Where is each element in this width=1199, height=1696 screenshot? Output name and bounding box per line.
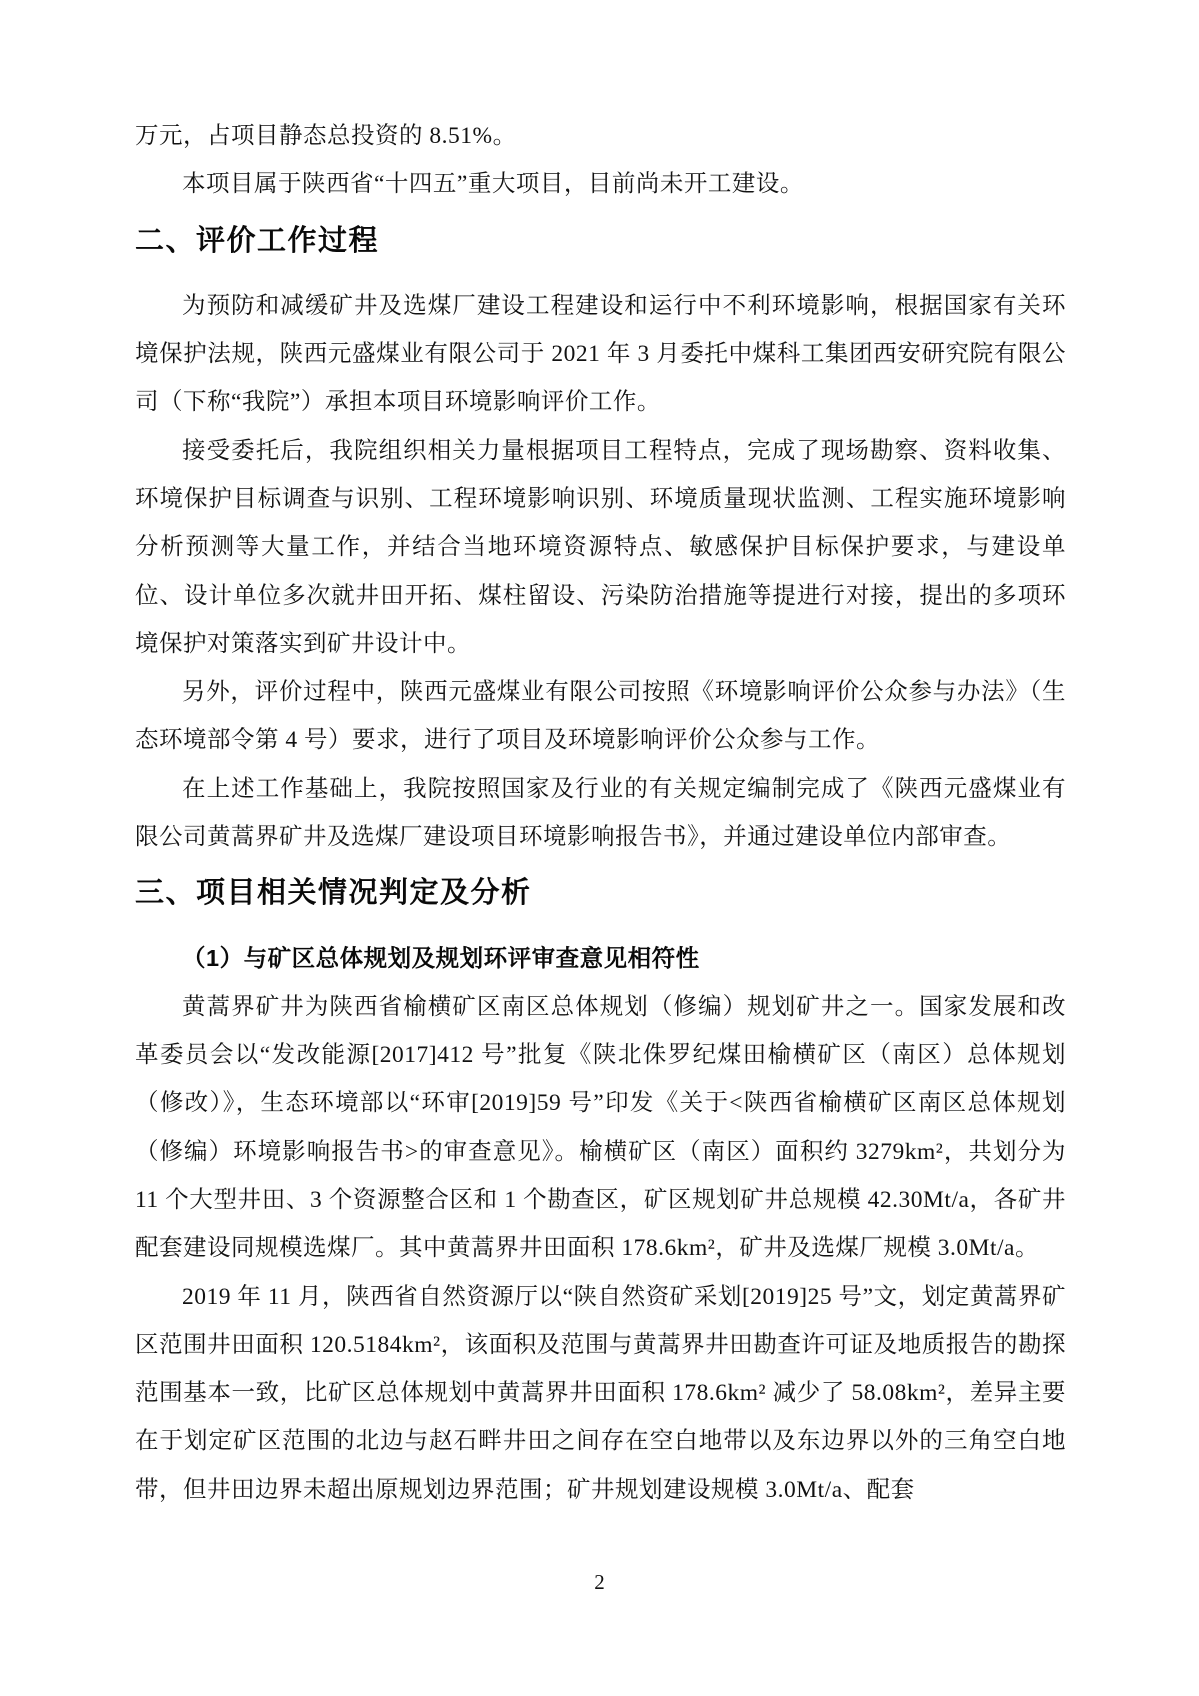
paragraph: 为预防和减缓矿井及选煤厂建设工程建设和运行中不利环境影响，根据国家有关环境保护法规，陕西元盛煤业有限公司于 2021 年 3 月委托中煤科工集团西安研究院有限公司（下称“我院”）承担本项目环境影响评价工作。: [135, 292, 1066, 416]
section-heading-2: 二、评价工作过程: [135, 224, 380, 257]
paragraph: 在上述工作基础上，我院按照国家及行业的有关规定编制完成了《陕西元盛煤业有限公司黄蒿界矿井及选煤厂建设项目环境影响报告书》，并通过建设单位内部审查。: [135, 775, 1066, 850]
paragraph: 另外，评价过程中，陕西元盛煤业有限公司按照《环境影响评价公众参与办法》（生态环境部令第 4 号）要求，进行了项目及环境影响评价公众参与工作。: [135, 679, 1066, 754]
paragraph-continuation: 万元，占项目静态总投资的 8.51%。: [135, 123, 517, 149]
paragraph: 2019 年 11 月，陕西省自然资源厅以“陕自然资矿采划[2019]25 号”文，划定黄蒿界矿区范围井田面积 120.5184km²，该面积及范围与黄蒿界井田勘查许可证及地质报告的勘探范围基本一致，比矿区总体规划中黄蒿界井田面积 178.6km² 减少了 58.08km²，差异主要在于划定矿区范围的北边与赵石畔井田之间存在空白地带以及东边界以外的三角空白地带，但井田边界未超出原规划边界范围；矿井规划建设规模 3.0Mt/a、配套: [135, 1283, 1066, 1503]
paragraph: 接受委托后，我院组织相关力量根据项目工程特点，完成了现场勘察、资料收集、环境保护目标调查与识别、工程环境影响识别、环境质量现状监测、工程实施环境影响分析预测等大量工作，并结合当地环境资源特点、敏感保护目标保护要求，与建设单位、设计单位多次就井田开拓、煤柱留设、污染防治措施等提进行对接，提出的多项环境保护对策落实到矿井设计中。: [135, 437, 1066, 657]
subsection-heading-1: （1）与矿区总体规划及规划环评审查意见相符性: [182, 945, 700, 972]
paragraph: 黄蒿界矿井为陕西省榆横矿区南区总体规划（修编）规划矿井之一。国家发展和改革委员会以“发改能源[2017]412 号”批复《陕北侏罗纪煤田榆横矿区（南区）总体规划（修改）》，生态环境部以“环审[2019]59 号”印发《关于<陕西省榆横矿区南区总体规划（修编）环境影响报告书>的审查意见》。榆横矿区（南区）面积约 3279km²，共划分为 11 个大型井田、3 个资源整合区和 1 个勘查区，矿区规划矿井总规模 42.30Mt/a，各矿井配套建设同规模选煤厂。其中黄蒿界井田面积 178.6km²，矿井及选煤厂规模 3.0Mt/a。: [135, 993, 1066, 1262]
section-heading-3: 三、项目相关情况判定及分析: [135, 877, 532, 910]
document-body: [135, 112, 1066, 1514]
page-number: 2: [594, 1570, 605, 1594]
paragraph: 本项目属于陕西省“十四五”重大项目，目前尚未开工建设。: [182, 171, 804, 198]
